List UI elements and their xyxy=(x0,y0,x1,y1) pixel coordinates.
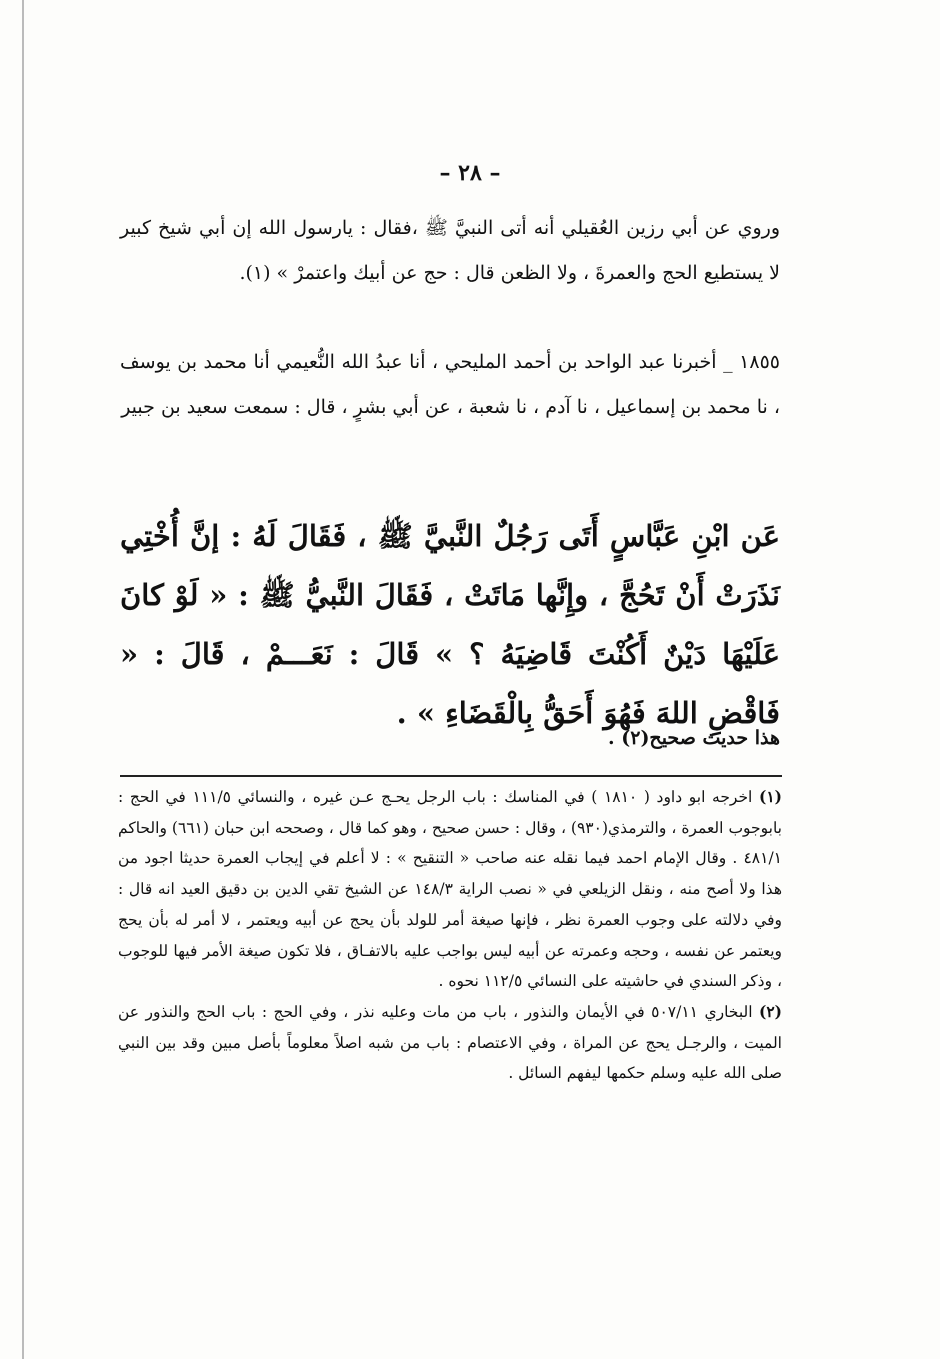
narration-paragraph: وروي عن أبي رزين العُقيلي أنه أتى النبيَّ ﷺ ،فقال : يارسول الله إن أبي شيخ كبير لا يستطيع الحج والعمرةَ ، ولا الظعن قال : حج عن أبيك واعتمرْ » (١). xyxy=(120,217,780,284)
scan-margin-line xyxy=(22,0,24,1359)
page-number: – ٢٨ – xyxy=(439,160,501,186)
hadith-grade: هذا حديث صحيح(٢) . xyxy=(607,727,780,749)
footnote-text: البخاري ٥٠٧/١١ في الأيمان والنذور ، باب من مات وعليه نذر ، وفي الحج : باب الحج والنذور عن الميت ، والرجـل يحج عن المراة ، وفي الاعتصام : باب من شبه اصلاً معلوماً بأصل مبين وقد بين النبي صلى الله عليه وسلم حكمها ليفهم السائل . xyxy=(118,1002,782,1083)
footnote-divider xyxy=(120,775,782,777)
footnote-marker: (٢) xyxy=(759,1001,783,1021)
hadith-text: عَن ابْنِ عَبَّاسٍ أَتَى رَجُلٌ النَّبيَّ ﷺ ، فَقَالَ لَهُ : إنَّ أُخْتِي نَذَرَتْ أَنْ تَحُجَّ ، وإِنَّها مَاتَتْ ، فَقَالَ النَّبيُّ ﷺ : « لَوْ كانَ عَلَيْهَا دَيْنٌ أَكُنْتَ قَاضِيَهُ ؟ » قَالَ : نَعَـــمْ ، قَالَ : « فَاقْضِ اللهَ فَهُوَ أَحَقُّ بِالْقَضَاءِ » . xyxy=(120,519,780,730)
isnad-paragraph: ١٨٥٥ _ أخبرنا عبد الواحد بن أحمد المليحي ، أنا عبدُ الله النُّعيمي أنا محمد بن يوسف ، نا محمد بن إسماعيل ، نا آدم ، نا شعبة ، عن أبي بشرٍ ، قال : سمعت سعيد بن جبير xyxy=(120,351,780,418)
footnotes-section xyxy=(118,782,782,1089)
footnote-marker: (١) xyxy=(758,787,782,806)
footnote-1 xyxy=(118,782,782,997)
footnote-text: اخرجه ابو داود ( ١٨١٠ ) في المناسك : باب الرجل يحـج عـن غيره ، والنسائي ١١١/٥ في الحج : بابوجوب العمرة ، والترمذي(٩٣٠) ، وقال : حسن صحيح ، وهو كما قال ، وصححه ابن حبان (٦٦١) والحاكم ٤٨١/١ . وقال الإمام احمد فيما نقله عنه صاحب « التنقيح » : لا أعلم في إيجاب العمرة حديثا اجود من هذا ولا أصح منه ، ونقل الزيلعي في « نصب الراية ١٤٨/٣ عن الشيخ تقي الدين بن دقيق العيد انه قال : وفي دلالته على وجوب العمرة نظر ، فإنها صيغة أمر للولد بأن يحج عن أبيه ويعتمر ، لا أمر له بأن يحج ويعتمر عن نفسه ، وحجه وعمرته عن أبيه ليس بواجب عليه بالاتفـاق ، فلا تكون صيغة الأمر فيها للوجوب ، وذكر السندي في حاشيته على النسائي ١١٢/٥ نحوه . xyxy=(118,788,782,991)
footnote-2 xyxy=(118,997,782,1089)
